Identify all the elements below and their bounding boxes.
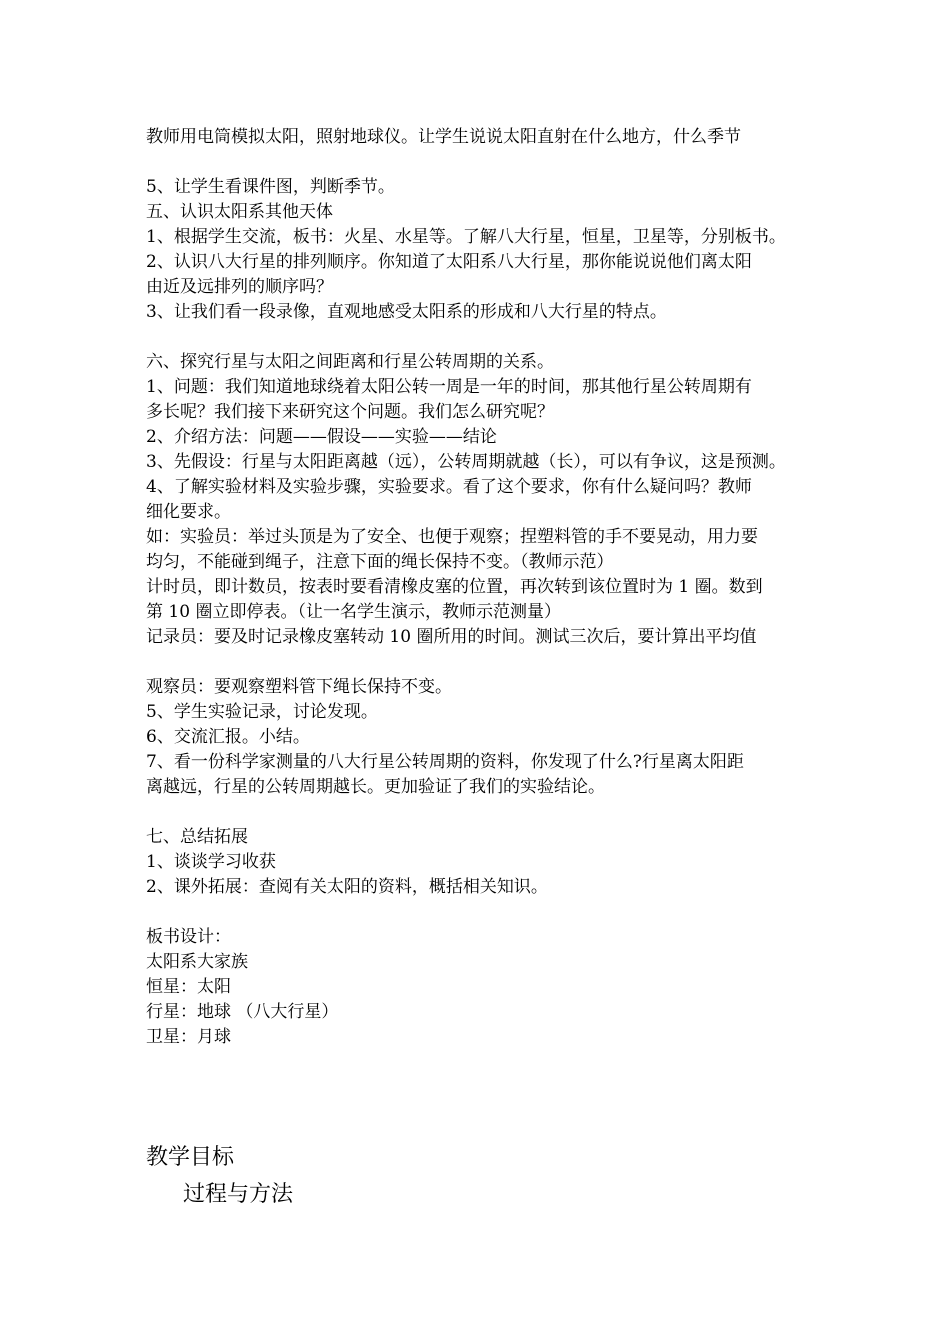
section-heading: 六、探究行星与太阳之间距离和行星公转周期的关系。 <box>146 352 554 372</box>
text-line: 细化要求。 <box>146 502 231 522</box>
text-line: 记录员：要及时记录橡皮塞转动 10 圈所用的时间。测试三次后，要计算出平均值 <box>146 627 757 647</box>
text-line: 1、根据学生交流，板书：火星、水星等。了解八大行星，恒星，卫星等，分别板书。 <box>146 227 786 247</box>
section-heading: 七、总结拓展 <box>146 827 248 847</box>
text-line: 均匀，不能碰到绳子，注意下面的绳长保持不变。（教师示范） <box>146 552 614 572</box>
text-line: 太阳系大家族 <box>146 952 248 972</box>
text-line: 计时员，即计数员，按表时要看清橡皮塞的位置，再次转到该位置时为 1 圈。数到 <box>146 577 763 597</box>
text-line: 2、认识八大行星的排列顺序。你知道了太阳系八大行星，那你能说说他们离太阳 <box>146 252 752 272</box>
text-line: 1、谈谈学习收获 <box>146 852 276 872</box>
text-line: 6、交流汇报。小结。 <box>146 727 310 747</box>
text-line: 恒星：太阳 <box>146 977 231 997</box>
text-line: 5、让学生看课件图，判断季节。 <box>146 177 395 197</box>
text-line: 7、看一份科学家测量的八大行星公转周期的资料，你发现了什么?行星离太阳距 <box>146 752 744 772</box>
text-line: 第 10 圈立即停表。（让一名学生演示，教师示范测量） <box>146 602 561 622</box>
text-line: 由近及远排列的顺序吗？ <box>146 277 333 297</box>
text-line: 2、课外拓展：查阅有关太阳的资料，概括相关知识。 <box>146 877 548 897</box>
text-line: 如：实验员：举过头顶是为了安全、也便于观察；捏塑料管的手不要晃动，用力要 <box>146 527 758 547</box>
text-line: 行星：地球 （八大行星） <box>146 1002 339 1022</box>
board-design-title: 板书设计： <box>146 927 231 947</box>
text-line: 卫星：月球 <box>146 1027 231 1047</box>
text-line: 离越远，行星的公转周期越长。更加验证了我们的实验结论。 <box>146 777 605 797</box>
text-line: 1、问题：我们知道地球绕着太阳公转一周是一年的时间，那其他行星公转周期有 <box>146 377 752 397</box>
teaching-goals-heading: 教学目标 <box>146 1145 235 1170</box>
text-line: 多长呢？我们接下来研究这个问题。我们怎么研究呢？ <box>146 402 554 422</box>
process-methods-heading: 过程与方法 <box>183 1182 294 1207</box>
text-line: 观察员：要观察塑料管下绳长保持不变。 <box>146 677 452 697</box>
text-line: 4、了解实验材料及实验步骤，实验要求。看了这个要求，你有什么疑问吗？教师 <box>146 477 752 497</box>
text-line: 5、学生实验记录，讨论发现。 <box>146 702 378 722</box>
text-line: 教师用电筒模拟太阳，照射地球仪。让学生说说太阳直射在什么地方，什么季节 <box>146 127 741 147</box>
section-heading: 五、认识太阳系其他天体 <box>146 202 333 222</box>
text-line: 3、先假设：行星与太阳距离越（远），公转周期就越（长），可以有争议，这是预测。 <box>146 452 786 472</box>
text-line: 2、介绍方法：问题——假设——实验——结论 <box>146 427 497 447</box>
text-line: 3、让我们看一段录像，直观地感受太阳系的形成和八大行星的特点。 <box>146 302 667 322</box>
